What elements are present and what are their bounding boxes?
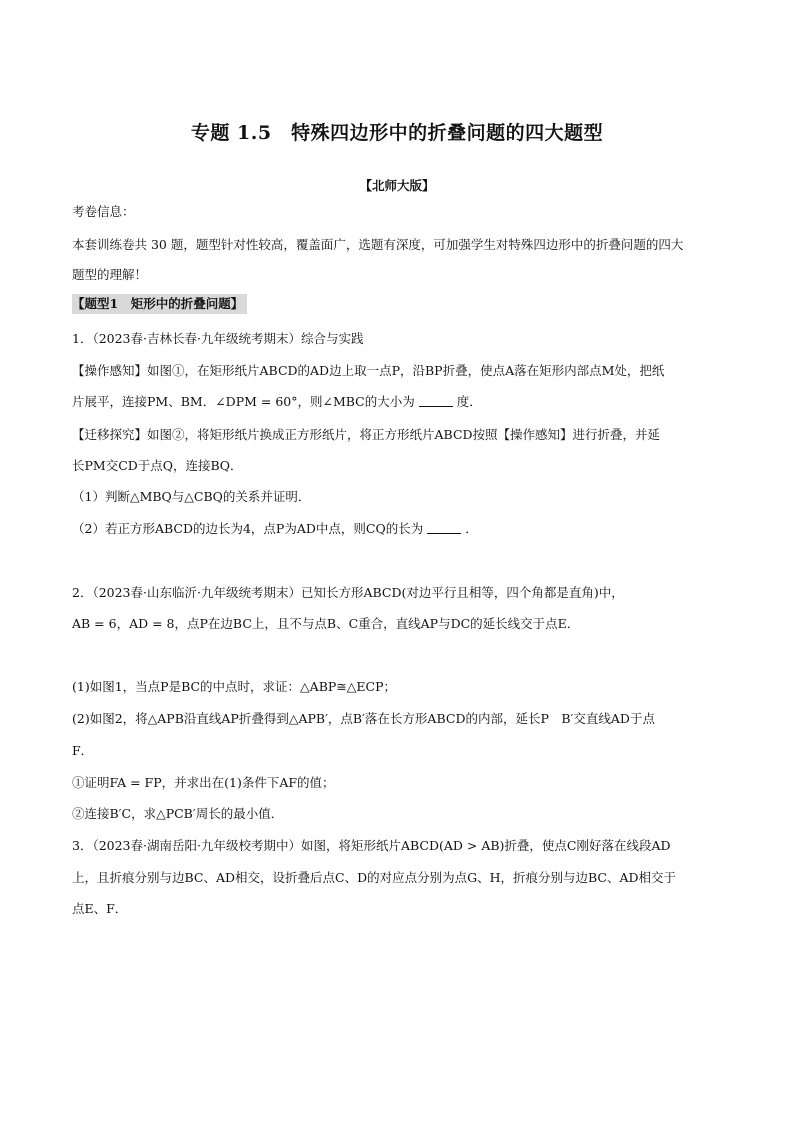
q3-line-2: 上，且折痕分别与边BC、AD相交，设折叠后点C、D的对应点分别为点G、H，折痕分别与边BC、AD相交于 [72, 870, 677, 885]
q1-line-7 [72, 519, 724, 537]
exam-info-line-2: 题型的理解！ [72, 267, 148, 282]
q1-line-3-text: 片展平，连接PM、BM．∠DPM = 60°，则∠MBC的大小为 [72, 394, 415, 409]
q2-line-6: ①证明FA = FP，并求出在(1)条件下AF的值； [72, 775, 335, 790]
q1-line-7-end: ． [465, 521, 478, 536]
answer-blank [427, 521, 461, 534]
page-title: 专题 1.5 特殊四边形中的折叠问题的四大题型 [190, 122, 604, 144]
q1-line-1: 1．（2023春·吉林长春·九年级统考期末）综合与实践 [72, 331, 364, 346]
edition-label: 【北师大版】 [359, 178, 435, 193]
q2-line-7: ②连接B′C，求△PCB′周长的最小值． [72, 806, 284, 821]
q1-line-3 [72, 392, 724, 410]
exam-info-label: 考卷信息： [72, 204, 135, 219]
q1-line-5: 长PM交CD于点Q，连接BQ． [72, 458, 243, 473]
q2-line-4: (2)如图2，将△APB沿直线AP折叠得到△APB′，点B′落在长方形ABCD的内部，延长P B′交直线AD于点 [72, 711, 655, 726]
q1-line-3-unit: 度． [456, 394, 482, 409]
q2-line-5: F． [72, 743, 94, 758]
q2-line-1: 2．（2023春·山东临沂·九年级统考期末）已知长方形ABCD(对边平行且相等，四个角都是直角)中， [72, 585, 624, 600]
q1-line-7-text: （2）若正方形ABCD的边长为4，点P为AD中点，则CQ的长为 [72, 521, 424, 536]
q1-line-6: （1）判断△MBQ与△CBQ的关系并证明． [72, 489, 311, 504]
q3-line-1: 3．（2023春·湖南岳阳·九年级校考期中）如图，将矩形纸片ABCD(AD > AB)折叠，使点C刚好落在线段AD [72, 838, 671, 853]
q1-line-4: 【迁移探究】如图②，将矩形纸片换成正方形纸片，将正方形纸片ABCD按照【操作感知】进行折叠，并延 [72, 427, 661, 442]
q3-line-3: 点E、F． [72, 901, 128, 916]
exam-info-line-1: 本套训练卷共 30 题，题型针对性较高，覆盖面广，选题有深度，可加强学生对特殊四边形中的折叠问题的四大 [72, 237, 684, 252]
q2-line-3: (1)如图1，当点P是BC的中点时，求证：△ABP≅△ECP； [72, 679, 396, 694]
q2-line-2: AB = 6，AD = 8，点P在边BC上，且不与点B、C重合，直线AP与DC的延长线交于点E． [72, 616, 580, 631]
q1-line-2: 【操作感知】如图①，在矩形纸片ABCD的AD边上取一点P，沿BP折叠，使点A落在矩形内部点M处，把纸 [72, 363, 665, 378]
section-tag-rectangle-folding: 【题型1 矩形中的折叠问题】 [72, 294, 247, 314]
answer-blank [419, 394, 453, 407]
